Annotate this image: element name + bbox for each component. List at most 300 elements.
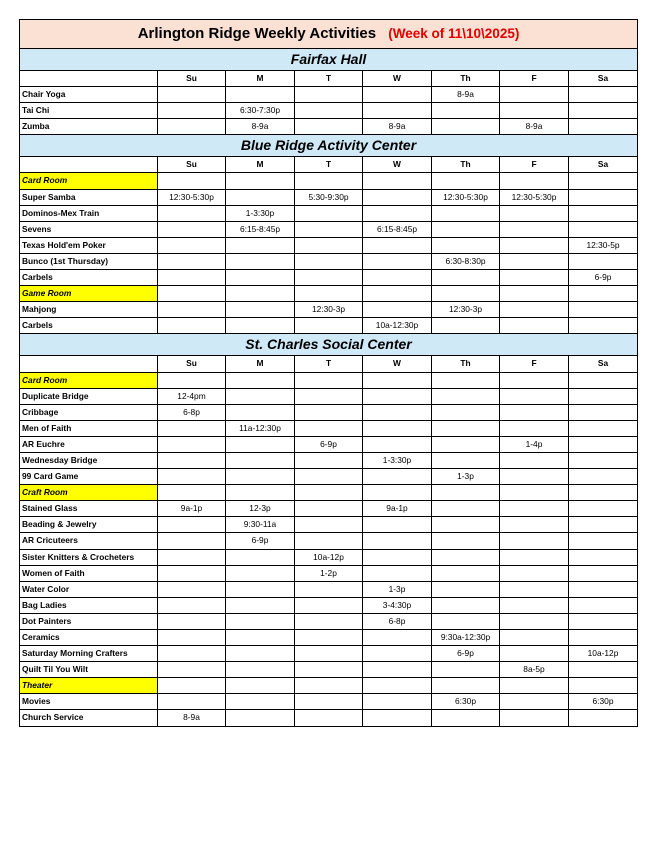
subheader-row <box>20 286 638 302</box>
time-cell: 8-9a <box>500 119 569 135</box>
time-cell <box>500 565 569 581</box>
time-cell <box>432 420 500 436</box>
time-cell <box>295 613 363 629</box>
empty-cell <box>295 372 363 388</box>
time-cell <box>158 533 226 549</box>
time-cell <box>432 613 500 629</box>
time-cell <box>295 318 363 334</box>
activity-name: Stained Glass <box>20 501 158 517</box>
time-cell <box>226 318 295 334</box>
table-body <box>20 20 638 727</box>
activity-row <box>20 501 638 517</box>
activity-name: Women of Faith <box>20 565 158 581</box>
empty-cell <box>226 173 295 189</box>
time-cell: 10a-12p <box>295 549 363 565</box>
activity-row <box>20 630 638 646</box>
time-cell: 3-4:30p <box>363 597 432 613</box>
time-cell: 12-4pm <box>158 388 226 404</box>
empty-cell <box>226 372 295 388</box>
time-cell <box>226 597 295 613</box>
time-cell <box>158 469 226 485</box>
time-cell <box>500 549 569 565</box>
day-header-row <box>20 71 638 87</box>
time-cell <box>569 549 638 565</box>
time-cell: 12:30-5:30p <box>158 189 226 205</box>
time-cell: 1-4p <box>500 436 569 452</box>
time-cell <box>295 581 363 597</box>
activity-row <box>20 87 638 103</box>
time-cell: 1-3p <box>363 581 432 597</box>
time-cell <box>226 189 295 205</box>
activity-row <box>20 420 638 436</box>
time-cell <box>500 205 569 221</box>
time-cell <box>363 237 432 253</box>
time-cell <box>500 710 569 726</box>
time-cell <box>500 270 569 286</box>
time-cell <box>158 436 226 452</box>
time-cell <box>226 302 295 318</box>
activity-row <box>20 517 638 533</box>
day-header: T <box>295 157 363 173</box>
activity-row <box>20 565 638 581</box>
time-cell <box>569 253 638 269</box>
time-cell: 6:30p <box>569 694 638 710</box>
time-cell <box>569 630 638 646</box>
time-cell <box>432 103 500 119</box>
time-cell: 6:15-8:45p <box>226 221 295 237</box>
time-cell <box>569 710 638 726</box>
time-cell <box>500 388 569 404</box>
time-cell <box>363 436 432 452</box>
time-cell <box>432 581 500 597</box>
subheader-row <box>20 485 638 501</box>
activity-row <box>20 613 638 629</box>
section-header <box>20 334 638 356</box>
time-cell <box>226 613 295 629</box>
time-cell <box>500 420 569 436</box>
time-cell: 8a-5p <box>500 662 569 678</box>
empty-cell <box>158 173 226 189</box>
time-cell <box>500 517 569 533</box>
time-cell <box>432 318 500 334</box>
time-cell <box>226 452 295 468</box>
activity-name: Duplicate Bridge <box>20 388 158 404</box>
time-cell <box>158 565 226 581</box>
empty-cell <box>500 286 569 302</box>
subheader-row <box>20 173 638 189</box>
time-cell <box>295 452 363 468</box>
time-cell <box>226 404 295 420</box>
activity-name: Zumba <box>20 119 158 135</box>
time-cell <box>363 469 432 485</box>
time-cell <box>158 662 226 678</box>
day-header: T <box>295 356 363 372</box>
day-header: M <box>226 71 295 87</box>
activity-row <box>20 103 638 119</box>
time-cell: 11a-12:30p <box>226 420 295 436</box>
empty-cell <box>363 286 432 302</box>
empty-cell <box>500 173 569 189</box>
empty-cell <box>363 678 432 694</box>
activity-row <box>20 388 638 404</box>
time-cell <box>363 205 432 221</box>
time-cell <box>500 302 569 318</box>
activity-name: Super Samba <box>20 189 158 205</box>
activity-row <box>20 646 638 662</box>
time-cell <box>158 302 226 318</box>
time-cell <box>158 87 226 103</box>
time-cell <box>500 87 569 103</box>
time-cell <box>432 565 500 581</box>
day-header: Su <box>158 157 226 173</box>
time-cell: 5:30-9:30p <box>295 189 363 205</box>
empty-cell <box>432 485 500 501</box>
activity-row <box>20 549 638 565</box>
activity-row <box>20 270 638 286</box>
time-cell <box>158 318 226 334</box>
time-cell <box>226 694 295 710</box>
time-cell <box>569 662 638 678</box>
activity-row <box>20 205 638 221</box>
time-cell <box>295 630 363 646</box>
activity-name: AR Euchre <box>20 436 158 452</box>
time-cell <box>295 205 363 221</box>
time-cell: 6-8p <box>363 613 432 629</box>
section-title: Blue Ridge Activity Center <box>20 135 638 157</box>
time-cell <box>158 420 226 436</box>
time-cell <box>226 662 295 678</box>
time-cell <box>158 270 226 286</box>
time-cell <box>569 404 638 420</box>
time-cell <box>569 388 638 404</box>
day-header: Th <box>432 157 500 173</box>
empty-cell <box>432 286 500 302</box>
time-cell <box>158 452 226 468</box>
activity-name: Dot Painters <box>20 613 158 629</box>
day-header: M <box>226 157 295 173</box>
activity-row <box>20 119 638 135</box>
time-cell <box>569 103 638 119</box>
time-cell <box>295 501 363 517</box>
time-cell: 6-9p <box>295 436 363 452</box>
time-cell: 12:30-3p <box>295 302 363 318</box>
time-cell <box>158 119 226 135</box>
time-cell <box>432 662 500 678</box>
time-cell <box>226 436 295 452</box>
time-cell <box>226 388 295 404</box>
empty-cell <box>363 173 432 189</box>
room-label: Card Room <box>20 372 158 388</box>
activities-table <box>19 19 638 727</box>
day-header-row <box>20 157 638 173</box>
activity-name: Dominos-Mex Train <box>20 205 158 221</box>
time-cell: 6-8p <box>158 404 226 420</box>
day-header: Su <box>158 71 226 87</box>
time-cell <box>432 517 500 533</box>
time-cell <box>569 581 638 597</box>
time-cell <box>226 549 295 565</box>
time-cell <box>158 597 226 613</box>
time-cell <box>363 533 432 549</box>
time-cell <box>569 318 638 334</box>
time-cell: 12:30-5:30p <box>432 189 500 205</box>
time-cell <box>569 189 638 205</box>
time-cell <box>363 710 432 726</box>
time-cell <box>363 517 432 533</box>
time-cell <box>500 469 569 485</box>
time-cell <box>295 646 363 662</box>
day-header: F <box>500 71 569 87</box>
time-cell <box>295 237 363 253</box>
time-cell <box>500 237 569 253</box>
time-cell <box>158 613 226 629</box>
time-cell: 8-9a <box>432 87 500 103</box>
subheader-row <box>20 678 638 694</box>
time-cell <box>432 597 500 613</box>
activity-name: Saturday Morning Crafters <box>20 646 158 662</box>
time-cell: 10a-12:30p <box>363 318 432 334</box>
time-cell <box>500 452 569 468</box>
empty-cell <box>569 286 638 302</box>
time-cell: 12-3p <box>226 501 295 517</box>
activity-row <box>20 302 638 318</box>
day-header: M <box>226 356 295 372</box>
empty-cell <box>295 485 363 501</box>
day-header: Sa <box>569 71 638 87</box>
time-cell: 8-9a <box>226 119 295 135</box>
time-cell <box>363 103 432 119</box>
time-cell <box>569 205 638 221</box>
day-header: F <box>500 356 569 372</box>
section-header <box>20 49 638 71</box>
empty-cell <box>158 485 226 501</box>
activity-row <box>20 710 638 726</box>
empty-cell <box>226 485 295 501</box>
time-cell <box>158 237 226 253</box>
day-header: F <box>500 157 569 173</box>
activity-name: Men of Faith <box>20 420 158 436</box>
title-cell <box>20 20 638 49</box>
time-cell: 1-3:30p <box>363 452 432 468</box>
activity-name: Mahjong <box>20 302 158 318</box>
time-cell: 1-3p <box>432 469 500 485</box>
time-cell: 8-9a <box>158 710 226 726</box>
day-header: W <box>363 157 432 173</box>
activity-row <box>20 189 638 205</box>
time-cell <box>432 452 500 468</box>
time-cell <box>500 597 569 613</box>
time-cell <box>295 533 363 549</box>
empty-cell <box>158 372 226 388</box>
time-cell <box>569 221 638 237</box>
section-header <box>20 135 638 157</box>
time-cell <box>295 597 363 613</box>
time-cell: 9:30-11a <box>226 517 295 533</box>
activity-name: Sevens <box>20 221 158 237</box>
time-cell <box>363 302 432 318</box>
empty-cell <box>432 372 500 388</box>
time-cell <box>295 404 363 420</box>
activity-row <box>20 221 638 237</box>
time-cell <box>432 205 500 221</box>
time-cell <box>295 420 363 436</box>
time-cell <box>500 694 569 710</box>
empty-cell <box>500 485 569 501</box>
day-header: W <box>363 71 432 87</box>
activity-name: Quilt Til You Wilt <box>20 662 158 678</box>
time-cell: 12:30-3p <box>432 302 500 318</box>
time-cell <box>226 565 295 581</box>
time-cell <box>569 452 638 468</box>
time-cell <box>158 581 226 597</box>
day-header: Sa <box>569 356 638 372</box>
empty-cell <box>295 173 363 189</box>
empty-cell <box>363 372 432 388</box>
day-header: W <box>363 356 432 372</box>
time-cell <box>363 420 432 436</box>
time-cell <box>569 87 638 103</box>
time-cell <box>363 646 432 662</box>
time-cell <box>363 549 432 565</box>
time-cell: 8-9a <box>363 119 432 135</box>
page-title: Arlington Ridge Weekly Activities <box>137 25 377 42</box>
time-cell: 6-9p <box>569 270 638 286</box>
time-cell <box>432 549 500 565</box>
time-cell <box>226 630 295 646</box>
activity-row <box>20 469 638 485</box>
time-cell: 12:30-5:30p <box>500 189 569 205</box>
activity-row <box>20 581 638 597</box>
empty-cell <box>432 173 500 189</box>
time-cell <box>226 253 295 269</box>
day-header: Su <box>158 356 226 372</box>
empty-cell <box>569 173 638 189</box>
time-cell <box>363 87 432 103</box>
time-cell <box>295 221 363 237</box>
activity-name: 99 Card Game <box>20 469 158 485</box>
time-cell <box>363 388 432 404</box>
time-cell <box>569 302 638 318</box>
activity-name: Church Service <box>20 710 158 726</box>
time-cell <box>158 103 226 119</box>
time-cell <box>226 237 295 253</box>
activity-row <box>20 318 638 334</box>
time-cell <box>500 318 569 334</box>
activity-name: Carbels <box>20 318 158 334</box>
title-row <box>20 20 638 49</box>
day-header-blank <box>20 356 158 372</box>
time-cell <box>158 630 226 646</box>
empty-cell <box>363 485 432 501</box>
time-cell: 6:30-7:30p <box>226 103 295 119</box>
time-cell <box>363 565 432 581</box>
activity-name: Bunco (1st Thursday) <box>20 253 158 269</box>
empty-cell <box>569 372 638 388</box>
time-cell <box>295 388 363 404</box>
day-header: Th <box>432 356 500 372</box>
empty-cell <box>226 678 295 694</box>
day-header: Sa <box>569 157 638 173</box>
time-cell: 1-2p <box>295 565 363 581</box>
activity-row <box>20 452 638 468</box>
time-cell <box>363 404 432 420</box>
empty-cell <box>158 678 226 694</box>
time-cell <box>226 581 295 597</box>
time-cell <box>295 694 363 710</box>
time-cell <box>158 221 226 237</box>
time-cell <box>158 253 226 269</box>
time-cell <box>295 270 363 286</box>
activity-row <box>20 694 638 710</box>
time-cell <box>569 119 638 135</box>
time-cell <box>363 189 432 205</box>
activity-row <box>20 404 638 420</box>
time-cell <box>432 436 500 452</box>
time-cell: 6:30p <box>432 694 500 710</box>
time-cell <box>432 388 500 404</box>
time-cell: 6:15-8:45p <box>363 221 432 237</box>
time-cell <box>432 270 500 286</box>
time-cell <box>432 221 500 237</box>
activity-name: Ceramics <box>20 630 158 646</box>
time-cell <box>500 221 569 237</box>
day-header-row <box>20 356 638 372</box>
time-cell <box>226 646 295 662</box>
time-cell <box>432 710 500 726</box>
activity-row <box>20 237 638 253</box>
time-cell <box>226 469 295 485</box>
time-cell <box>363 270 432 286</box>
time-cell: 9:30a-12:30p <box>432 630 500 646</box>
section-title: St. Charles Social Center <box>20 334 638 356</box>
time-cell <box>432 237 500 253</box>
activity-row <box>20 253 638 269</box>
activity-name: Wednesday Bridge <box>20 452 158 468</box>
empty-cell <box>295 286 363 302</box>
time-cell <box>569 469 638 485</box>
time-cell <box>295 87 363 103</box>
time-cell <box>569 436 638 452</box>
time-cell <box>500 613 569 629</box>
room-label: Craft Room <box>20 485 158 501</box>
time-cell <box>226 710 295 726</box>
time-cell <box>500 533 569 549</box>
time-cell <box>158 205 226 221</box>
empty-cell <box>226 286 295 302</box>
empty-cell <box>432 678 500 694</box>
time-cell <box>363 630 432 646</box>
time-cell <box>226 270 295 286</box>
empty-cell <box>500 372 569 388</box>
activity-name: Beading & Jewelry <box>20 517 158 533</box>
time-cell: 6-9p <box>226 533 295 549</box>
room-label: Game Room <box>20 286 158 302</box>
time-cell: 6:30-8:30p <box>432 253 500 269</box>
activity-name: Cribbage <box>20 404 158 420</box>
subheader-row <box>20 372 638 388</box>
time-cell <box>569 533 638 549</box>
time-cell: 12:30-5p <box>569 237 638 253</box>
empty-cell <box>295 678 363 694</box>
activity-name: Texas Hold'em Poker <box>20 237 158 253</box>
activity-name: Sister Knitters & Crocheters <box>20 549 158 565</box>
day-header-blank <box>20 71 158 87</box>
time-cell <box>158 517 226 533</box>
activity-name: Bag Ladies <box>20 597 158 613</box>
time-cell: 10a-12p <box>569 646 638 662</box>
activity-name: AR Cricuteers <box>20 533 158 549</box>
time-cell <box>432 533 500 549</box>
